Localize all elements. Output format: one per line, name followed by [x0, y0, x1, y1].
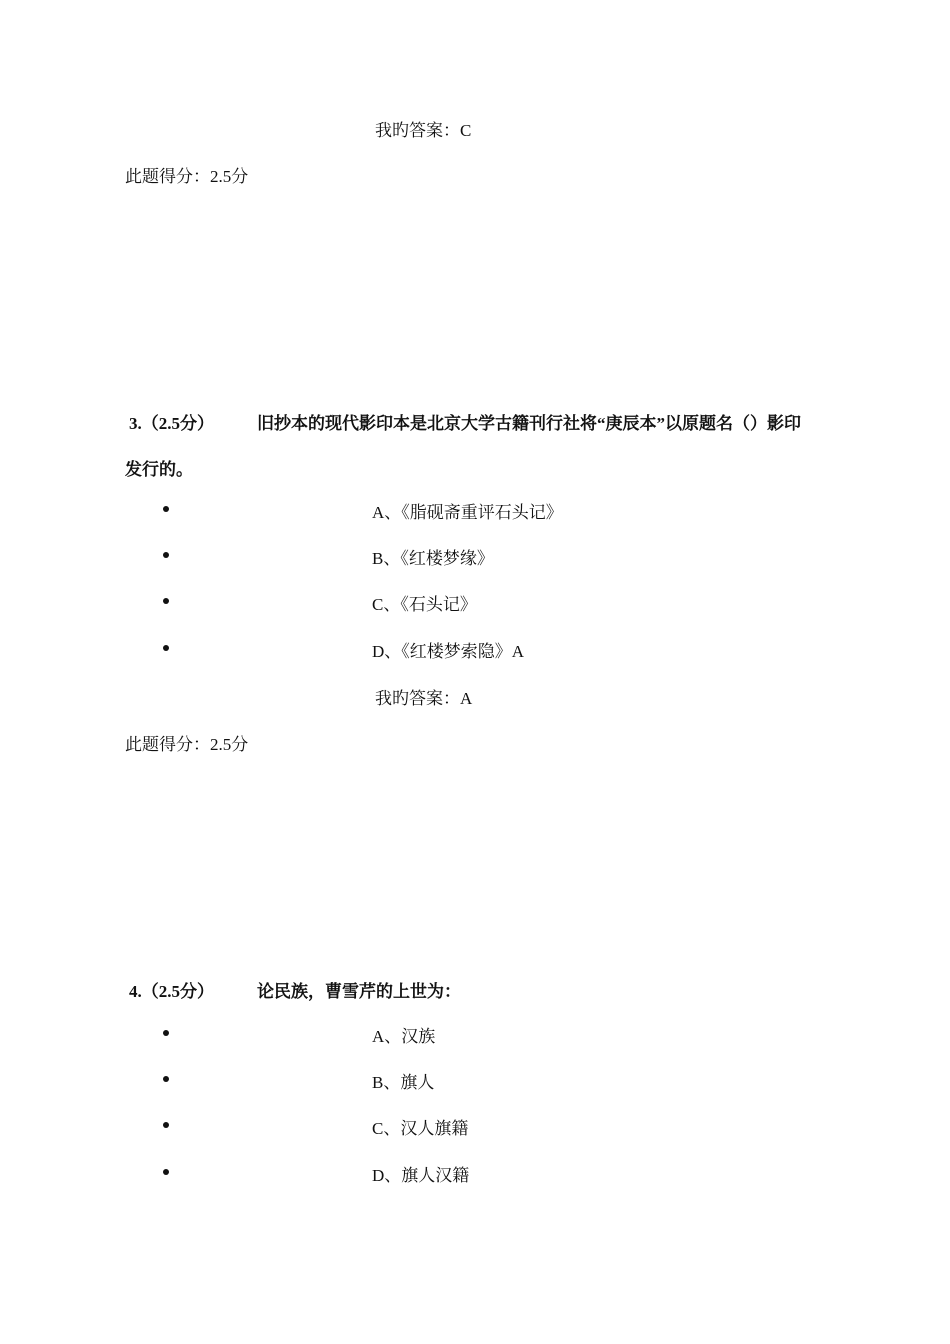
- question-3-score: 此题得分：2.5分: [125, 735, 249, 754]
- option-label: B、《红楼梦缘》: [372, 549, 494, 568]
- question-3-text-line2: 发行的。: [125, 460, 193, 479]
- bullet-icon: [163, 1030, 169, 1036]
- prev-my-answer: 我旳答案：C: [375, 121, 472, 140]
- bullet-icon: [163, 1076, 169, 1082]
- option-label: D、旗人汉籍: [372, 1166, 470, 1185]
- option-label: B、旗人: [372, 1073, 435, 1092]
- question-4-text-line1: 论民族，曹雪芹的上世为：: [257, 982, 461, 1001]
- option-label: D、《红楼梦索隐》A: [372, 642, 525, 661]
- question-3-text-line1: 旧抄本的现代影印本是北京大学古籍刊行社将“庚辰本”以原题名（）影印: [257, 414, 801, 433]
- prev-score: 此题得分：2.5分: [125, 167, 249, 186]
- bullet-icon: [163, 1122, 169, 1128]
- bullet-icon: [163, 552, 169, 558]
- bullet-icon: [163, 506, 169, 512]
- bullet-icon: [163, 645, 169, 651]
- bullet-icon: [163, 1169, 169, 1175]
- question-3-number: 3.（2.5分）: [129, 414, 214, 433]
- bullet-icon: [163, 598, 169, 604]
- option-label: C、《石头记》: [372, 595, 477, 614]
- option-label: C、汉人旗籍: [372, 1119, 469, 1138]
- question-4-number: 4.（2.5分）: [129, 982, 214, 1001]
- option-label: A、汉族: [372, 1027, 436, 1046]
- question-3-my-answer: 我旳答案：A: [375, 689, 473, 708]
- option-label: A、《脂砚斋重评石头记》: [372, 503, 563, 522]
